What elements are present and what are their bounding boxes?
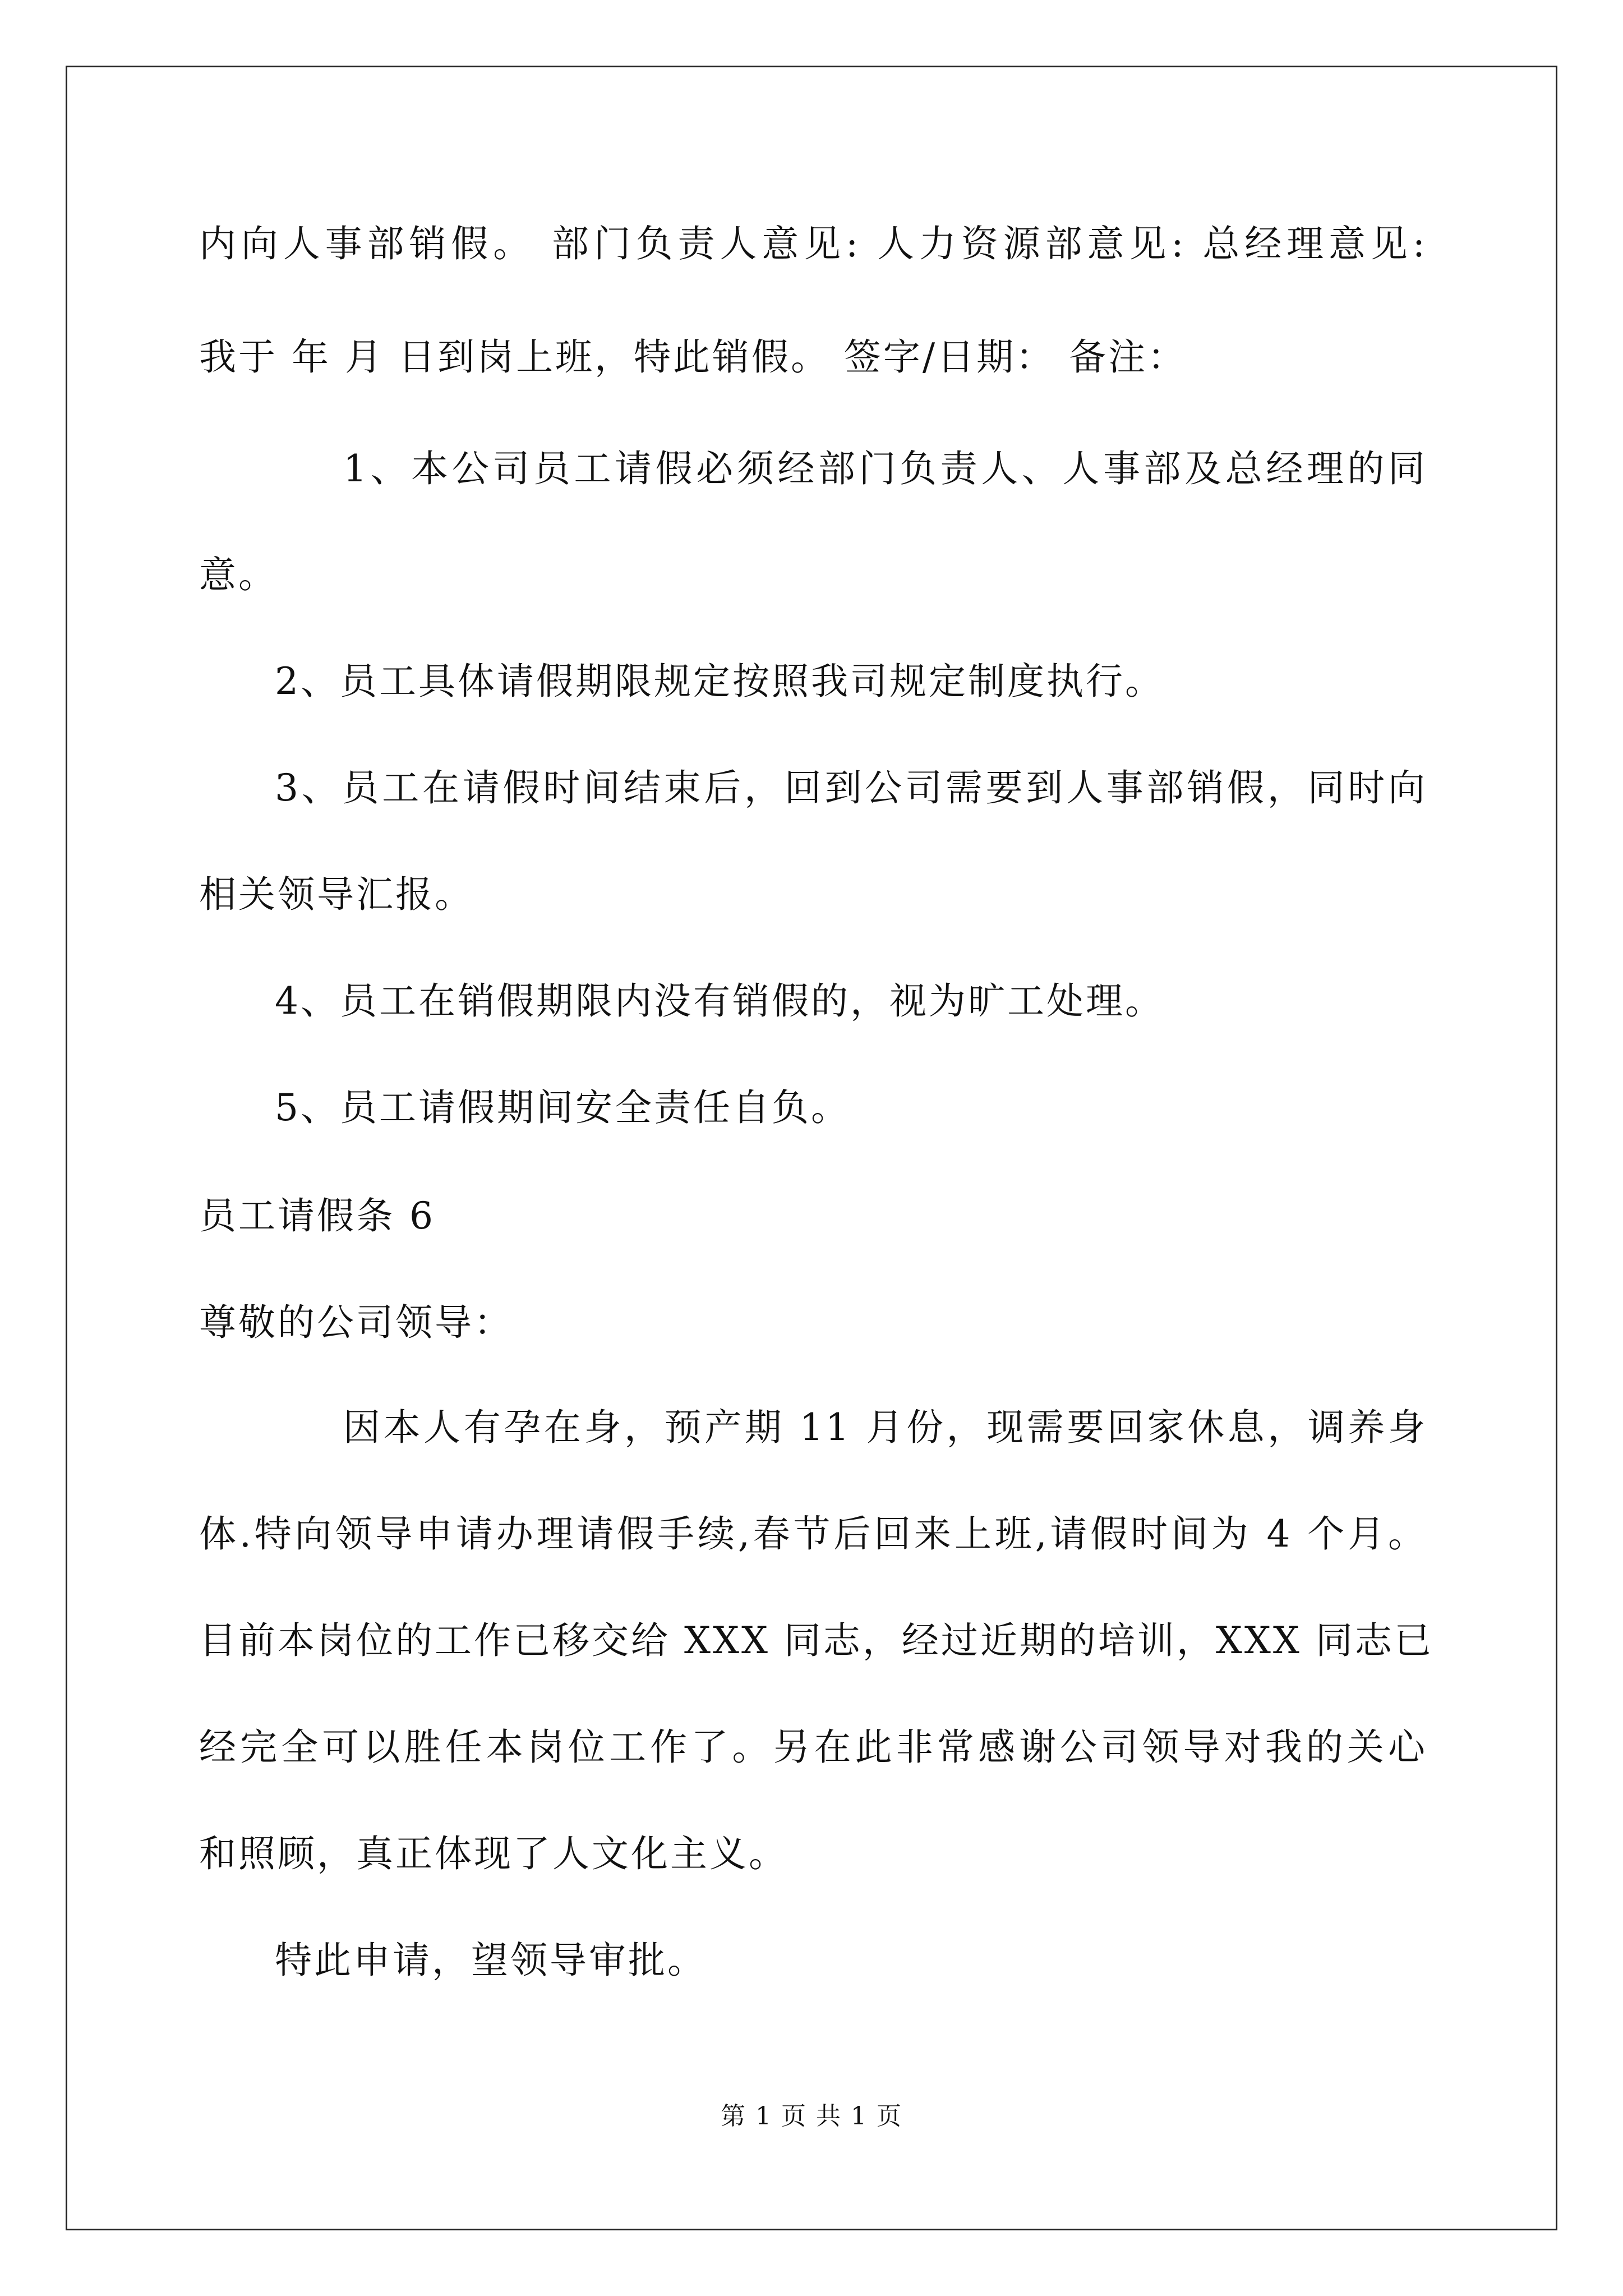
text-line-16: 和照顾，真正体现了人文化主义。: [199, 1832, 788, 1875]
text-line-7: 相关领导汇报。: [199, 873, 474, 916]
salutation: 尊敬的公司领导：: [199, 1301, 513, 1344]
text-line-5: 2、员工具体请假期限规定按照我司规定制度执行。: [275, 660, 1164, 703]
text-line-8: 4、员工在销假期限内没有销假的，视为旷工处理。: [275, 979, 1164, 1023]
text-line-1: 内向人事部销假。 部门负责人意见: 人力资源部意见: 总经理意见:: [199, 222, 1427, 265]
text-line-14: 目前本岗位的工作已移交给 XXX 同志，经过近期的培训，XXX 同志已: [199, 1619, 1433, 1662]
text-line-4: 意。: [199, 553, 278, 596]
text-line-15: 经完全可以胜任本岗位工作了。另在此非常感谢公司领导对我的关心: [199, 1726, 1427, 1769]
text-line-13: 体.特向领导申请办理请假手续,春节后回来上班,请假时间为 4 个月。: [199, 1512, 1427, 1556]
text-line-12: 因本人有孕在身，预产期 11 月份，现需要回家休息，调养身: [343, 1406, 1427, 1449]
text-line-2: 我于 年 月 日到岗上班，特此销假。 签字/日期： 备注：: [199, 335, 1187, 379]
text-line-6: 3、员工在请假时间结束后，回到公司需要到人事部销假，同时向: [275, 766, 1427, 809]
page-border: [66, 66, 1557, 2230]
page-footer: 第 1 页 共 1 页: [721, 2102, 902, 2131]
text-line-3: 1、本公司员工请假必须经部门负责人、人事部及总经理的同: [343, 447, 1427, 490]
text-line-9: 5、员工请假期间安全责任自负。: [275, 1086, 850, 1129]
closing-line: 特此申请，望领导审批。: [275, 1939, 707, 1982]
section-heading: 员工请假条 6: [199, 1194, 435, 1237]
